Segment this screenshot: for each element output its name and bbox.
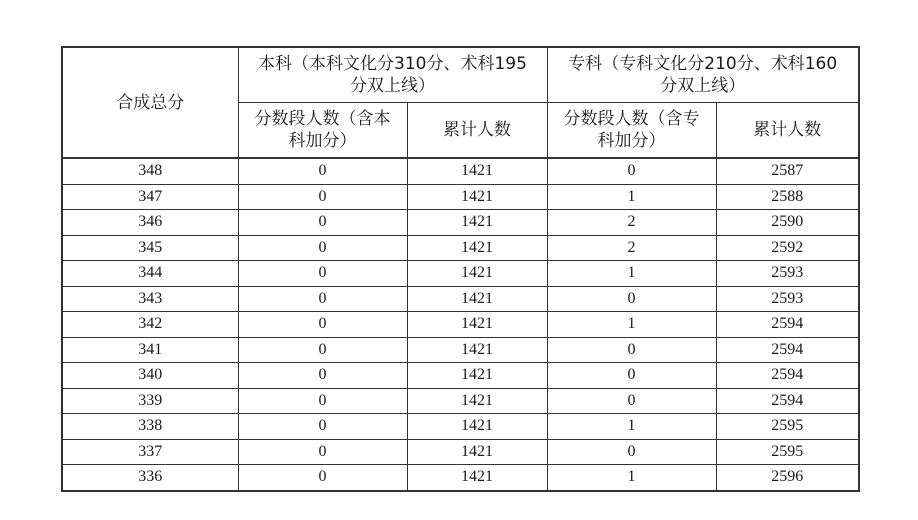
junior-cumulative-cell: 2596 (716, 465, 859, 491)
undergrad-cumulative-cell: 1421 (407, 465, 547, 491)
undergrad-segment-cell: 0 (238, 363, 407, 389)
table-row (62, 286, 859, 312)
score-cell: 337 (62, 439, 238, 465)
table-row (62, 388, 859, 414)
score-cell: 336 (62, 465, 238, 491)
undergrad-segment-header (238, 103, 407, 159)
junior-group-header (547, 47, 859, 103)
undergrad-cumulative-cell: 1421 (407, 261, 547, 287)
undergrad-segment-cell: 0 (238, 388, 407, 414)
junior-title-line2: 分双上线） (660, 76, 746, 96)
table-header (62, 47, 859, 158)
undergrad-segment-cell: 0 (238, 312, 407, 338)
junior-segment-cell: 2 (547, 210, 716, 236)
score-cell: 342 (62, 312, 238, 338)
junior-cumulative-cell: 2594 (716, 312, 859, 338)
undergrad-cumulative-cell: 1421 (407, 312, 547, 338)
undergrad-cumulative-cell: 1421 (407, 235, 547, 261)
junior-title-line1: 专科（专科文化分210分、术科160 (568, 54, 838, 74)
score-cell: 344 (62, 261, 238, 287)
undergrad-segment-cell: 0 (238, 439, 407, 465)
undergrad-group-header (238, 47, 547, 103)
table-row (62, 158, 859, 184)
undergrad-cumulative-header: 累计人数 (407, 103, 547, 159)
undergrad-segment-cell: 0 (238, 158, 407, 184)
undergrad-segment-cell: 0 (238, 184, 407, 210)
undergrad-segment-cell: 0 (238, 337, 407, 363)
table-row (62, 439, 859, 465)
undergrad-segment-cell: 0 (238, 414, 407, 440)
junior-segment-cell: 0 (547, 158, 716, 184)
table-row (62, 465, 859, 491)
undergrad-segment-cell: 0 (238, 261, 407, 287)
score-cell: 346 (62, 210, 238, 236)
junior-segment-cell: 1 (547, 261, 716, 287)
undergrad-segment-cell: 0 (238, 465, 407, 491)
junior-segment-line1: 分数段人数（含专 (563, 109, 700, 129)
table-row (62, 210, 859, 236)
total-score-header: 合成总分 (62, 47, 238, 158)
junior-cumulative-cell: 2594 (716, 337, 859, 363)
table-row (62, 184, 859, 210)
junior-segment-cell: 0 (547, 388, 716, 414)
undergrad-segment-line2: 科加分） (288, 131, 357, 151)
junior-segment-line2: 科加分） (597, 131, 666, 151)
table-row (62, 337, 859, 363)
junior-segment-cell: 0 (547, 337, 716, 363)
undergrad-cumulative-cell: 1421 (407, 363, 547, 389)
junior-cumulative-cell: 2592 (716, 235, 859, 261)
table-row (62, 312, 859, 338)
junior-segment-cell: 1 (547, 312, 716, 338)
junior-segment-cell: 1 (547, 414, 716, 440)
undergrad-cumulative-cell: 1421 (407, 337, 547, 363)
undergrad-cumulative-cell: 1421 (407, 158, 547, 184)
junior-cumulative-cell: 2590 (716, 210, 859, 236)
score-cell: 348 (62, 158, 238, 184)
junior-cumulative-cell: 2594 (716, 388, 859, 414)
junior-segment-cell: 0 (547, 439, 716, 465)
undergrad-segment-line1: 分数段人数（含本 (254, 109, 391, 129)
junior-segment-cell: 0 (547, 286, 716, 312)
score-cell: 347 (62, 184, 238, 210)
junior-segment-cell: 2 (547, 235, 716, 261)
undergrad-cumulative-cell: 1421 (407, 210, 547, 236)
undergrad-title-line2: 分双上线） (350, 76, 435, 96)
undergrad-cumulative-cell: 1421 (407, 439, 547, 465)
junior-cumulative-header: 累计人数 (716, 103, 859, 159)
undergrad-segment-cell: 0 (238, 235, 407, 261)
undergrad-cumulative-cell: 1421 (407, 184, 547, 210)
undergrad-segment-cell: 0 (238, 286, 407, 312)
junior-cumulative-cell: 2587 (716, 158, 859, 184)
table-row (62, 235, 859, 261)
undergrad-cumulative-cell: 1421 (407, 286, 547, 312)
junior-cumulative-cell: 2594 (716, 363, 859, 389)
junior-segment-cell: 0 (547, 363, 716, 389)
table-row (62, 363, 859, 389)
table-body (62, 158, 859, 491)
score-cell: 341 (62, 337, 238, 363)
undergrad-segment-cell: 0 (238, 210, 407, 236)
score-distribution-table (61, 46, 860, 492)
score-cell: 345 (62, 235, 238, 261)
score-cell: 340 (62, 363, 238, 389)
junior-cumulative-cell: 2595 (716, 414, 859, 440)
junior-cumulative-cell: 2595 (716, 439, 859, 465)
table-row (62, 414, 859, 440)
junior-cumulative-cell: 2593 (716, 261, 859, 287)
undergrad-title-line1: 本科（本科文化分310分、术科195 (258, 54, 527, 74)
junior-cumulative-cell: 2593 (716, 286, 859, 312)
score-cell: 343 (62, 286, 238, 312)
junior-segment-header (547, 103, 716, 159)
score-cell: 339 (62, 388, 238, 414)
junior-segment-cell: 1 (547, 465, 716, 491)
junior-cumulative-cell: 2588 (716, 184, 859, 210)
table-row (62, 261, 859, 287)
score-cell: 338 (62, 414, 238, 440)
undergrad-cumulative-cell: 1421 (407, 388, 547, 414)
junior-segment-cell: 1 (547, 184, 716, 210)
undergrad-cumulative-cell: 1421 (407, 414, 547, 440)
